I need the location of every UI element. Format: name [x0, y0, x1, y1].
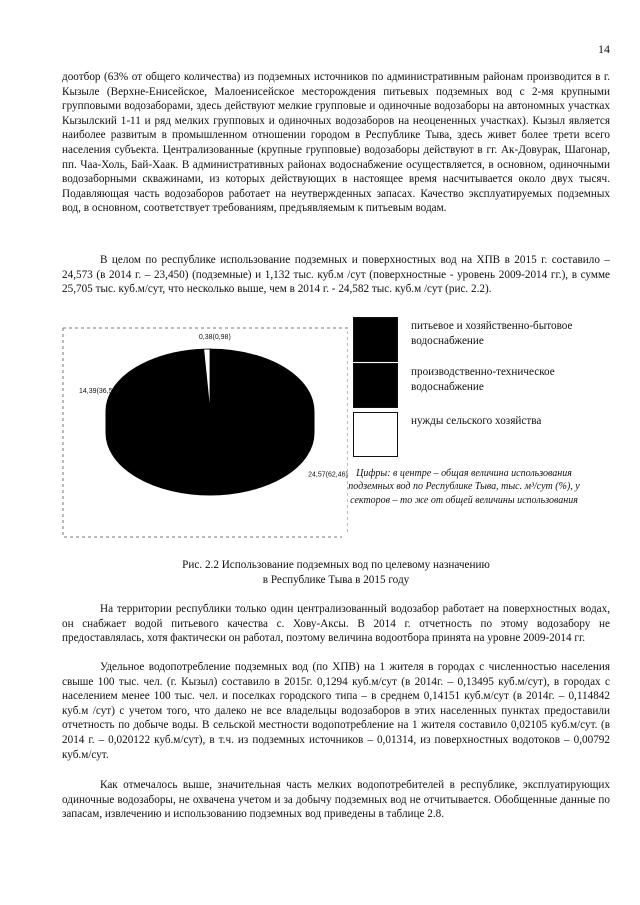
legend-swatch-drinking — [353, 317, 398, 362]
paragraph-1: доотбор (63% от общего количества) из подземных источников по административным районам производится в г. Кызыле (Верхне-Енисейское, Малоенисейское месторождения питьевых подземных вод с 2-мя крупными групповыми водозаборами, здесь действуют мелкие групповые и одиночные водозаборы на автономных участках Кызылский 1-11 и ряд мелких групповых и одиночных водозаборов на неоцененных участках). Кызыл является наиболее развитым в промышленном отношении городом в Республике Тыва, здесь живет более трети всего населения субъекта. Централизованные (крупные групповые) водозаборы действуют в гг. Ак-Довурак, Шагонар, пп. Чаа-Холь, Бай-Хаак. В административных районах водоснабжение осуществляется, в основном, одиночными водозаборными скважинами, из которых действующих в настоящее время насчитывается около двух тысяч. Подавляющая часть водозаборов работает на неутвержденных запасах. Качество эксплуатируемых подземных вод, в основном, соответствует требованиям, предъявляемым к питьевым водам. — [62, 71, 610, 215]
pie-chart — [62, 323, 348, 541]
data-label-drinking: 24,57(62,46) — [308, 471, 348, 479]
figure-caption — [62, 558, 610, 587]
paragraph-3: На территории республики только один централизованный водозабор работает на поверхностных водах, он снабжает водой питьевого качества с. Хову-Аксы. В 2014 г. отчетность по этому водозабору не предоставлялась, хотя фактически он работал, поэтому величина водоотбора принята на уровне 2009-2014 гг. — [62, 603, 610, 645]
legend-swatch-agriculture — [353, 412, 398, 457]
figure-caption-line1: Рис. 2.2 Использование подземных вод по целевому назначению — [182, 559, 490, 571]
legend-swatch-industrial — [353, 363, 398, 408]
page-number: 14 — [598, 42, 610, 56]
paragraph-2: В целом по республике использование подземных и поверхностных вод на ХПВ в 2015 г. составило – 24,573 (в 2014 г. – 23,450) (подземные) и 1,132 тыс. куб.м /сут (поверхностные - уровень 2009-2014 гг.), в сумме 25,705 тыс. куб.м/сут, что несколько выше, чем в 2014 г. - 24,582 тыс. куб.м /сут (рис. 2.2). — [62, 254, 610, 296]
legend-label-industrial: производственно-техническое водоснабжение — [411, 366, 555, 393]
paragraph-4: Удельное водопотребление подземных вод (по ХПВ) на 1 жителя в городах с численностью населения свыше 100 тыс. чел. (г. Кызыл) составило в 2015г. 0,1294 куб.м/сут (в 2014г. – 0,13495 куб.м/сут), в городах с населением менее 100 тыс. чел. и поселках городского типа – в среднем 0,14151 куб.м/сут (в 2014г. – 0,114842 куб.м /сут) с учетом того, что далеко не все владельцы водозаборов в этих населенных пунктах предоставили отчетность по добыче воды. В сельской местности водопотребление на 1 жителя составило 0,02105 куб.м/сут. (в 2014 г. – 0,020122 куб.м/сут), в т.ч. из подземных источников – 0,01314, из поверхностных водотоков – 0,00792 куб.м/сут. — [62, 661, 610, 761]
legend-label-agriculture: нужды сельского хозяйства — [411, 415, 542, 427]
figure-caption-line2: в Республике Тыва в 2015 году — [262, 573, 410, 586]
pie-chart-figure — [62, 323, 348, 541]
legend-label-drinking: питьевое и хозяйственно-бытовое водоснабжение — [411, 320, 573, 347]
data-label-industrial: 14,39(36,56) — [78, 388, 119, 396]
paragraph-5: Как отмечалось выше, значительная часть мелких водопотребителей в республике, эксплуатирующих одиночные водозаборы, не охвачена учетом и за добычу подземных вод не отчитывается. Обобщенные данные по запасам, извлечению и использованию подземных вод приведены в таблице 2.8. — [62, 779, 610, 821]
figure-note: Цифры: в центре – общая величина использования подземных вод по Республике Тыва, тыс. м³/сут (%), у секторов – то же от общей величины использования — [348, 468, 580, 506]
data-label-agriculture: 0,38(0,98) — [198, 334, 231, 342]
